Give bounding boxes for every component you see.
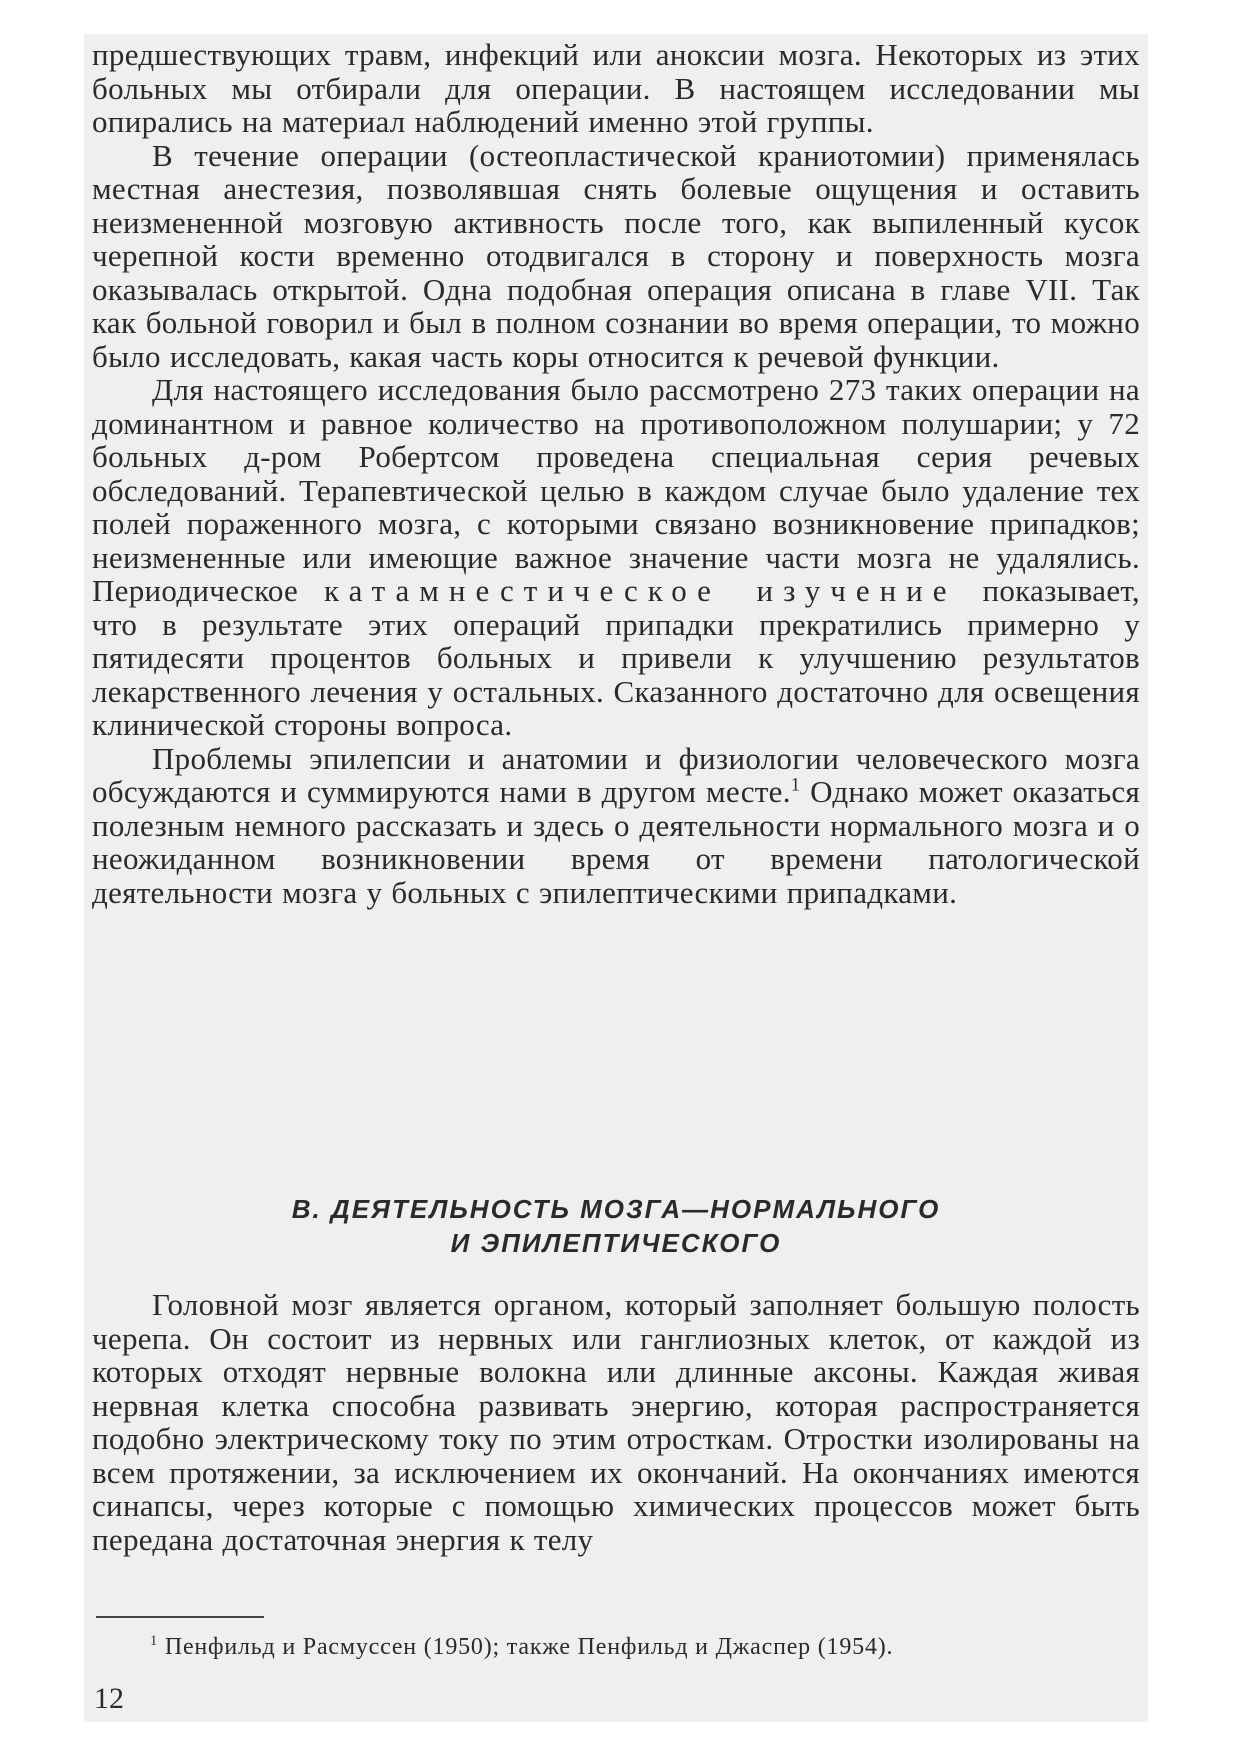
footnote: [150, 1632, 1140, 1662]
paragraph-4: [92, 742, 1140, 910]
section-body-text: [92, 1288, 1140, 1556]
section-heading: [92, 1192, 1140, 1260]
footnote-reference: 1: [790, 774, 801, 796]
paragraph-5: Головной мозг является органом, который заполняет большую полость черепа. Он состоит из нервных или ганглиозных клеток, от каждой из которых отходят нервные волокна или длинные аксоны. Каждая живая нервная клетка способна развивать энергию, которая распространяется подобно электрическому току по этим отросткам. Отростки изолированы на всем протяжении, за исключением их окончаний. На окончаниях имеются синапсы, через которые с помощью химических процессов может быть передана достаточная энергия к телу: [92, 1287, 1140, 1557]
section-heading-line-1: В. ДЕЯТЕЛЬНОСТЬ МОЗГА—НОРМАЛЬНОГО: [291, 1194, 941, 1224]
paragraph-4-text-a: Проблемы эпилепсии и анатомии и физиологии человеческого мозга обсуждаются и суммируются нами в другом месте.: [92, 740, 1140, 809]
page-number: 12: [94, 1682, 124, 1715]
footnote-divider: [96, 1616, 264, 1618]
paragraph-1: предшествующих травм, инфекций или аноксии мозга. Некоторых из этих больных мы отбирали для операции. В настоящем исследовании мы опирались на материал наблюдений именно этой группы.: [92, 37, 1140, 139]
paragraph-3-text-b: показывает, что в результате этих операций припадки прекратились примерно у пятидесяти процентов больных и привели к улучшению результатов лекарственного лечения у остальных. Сказанного достаточно для освещения клинической стороны вопроса.: [92, 573, 1140, 742]
body-text: [92, 38, 1140, 909]
spaced-emphasis: катамнестическое изучение: [324, 573, 957, 608]
footnote-marker: 1: [150, 1633, 158, 1649]
paragraph-3: [92, 373, 1140, 742]
paragraph-4-text-b: Однако может оказаться полезным немного рассказать и здесь о деятельности нормального мозга и о неожиданном возникновении время от времени патологической деятельности мозга у больных с эпилептическими припадками.: [92, 774, 1140, 910]
footnote-text: Пенфильд и Расмуссен (1950); также Пенфильд и Джаспер (1954).: [164, 1634, 894, 1660]
paragraph-2: В течение операции (остеопластической краниотомии) применялась местная анестезия, позволявшая снять болевые ощущения и оставить неизмененной мозговую активность после того, как выпиленный кусок черепной кости временно отодвигался в сторону и поверхность мозга оказывалась открытой. Одна подобная операция описана в главе VII. Так как больной говорил и был в полном сознании во время операции, то можно было исследовать, какая часть коры относится к речевой функции.: [92, 137, 1140, 374]
section-heading-line-2: И ЭПИЛЕПТИЧЕСКОГО: [450, 1228, 782, 1258]
paragraph-3-text-a: Для настоящего исследования было рассмотрено 273 таких операции на доминантном и равное количество на противоположном полушарии; у 72 больных д-ром Робертсом проведена специальная серия речевых обследований. Терапевтической целью в каждом случае было удаление тех полей пораженного мозга, с которыми связано возникновение припадков; неизмененные или имеющие важное значение части мозга не удалялись. Периодическое: [92, 372, 1140, 608]
